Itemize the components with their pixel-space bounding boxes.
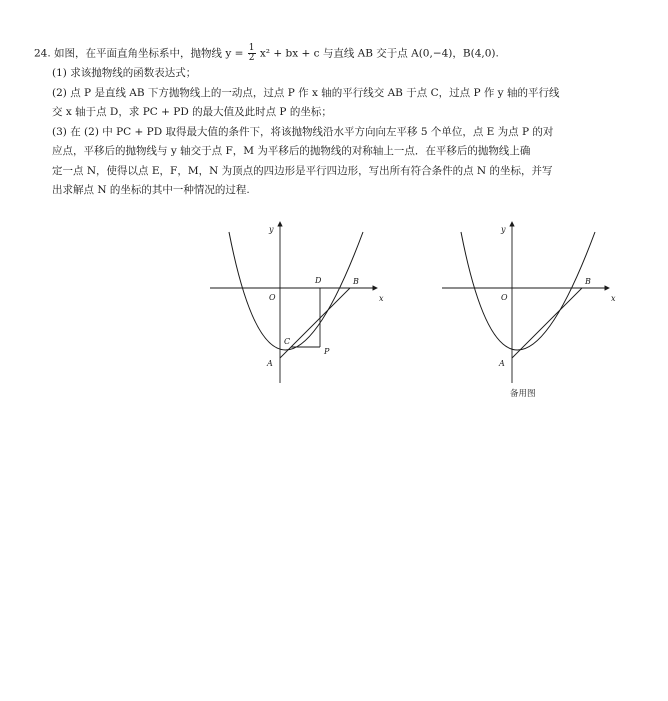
label-d: D <box>315 276 322 285</box>
label-y: y <box>501 225 506 234</box>
label-p: P <box>324 347 330 356</box>
problem-number: 24. <box>34 47 51 60</box>
question-3-line-3: 定一点 N，使得以点 E，F，M，N 为顶点的四边形是平行四边形，写出所有符合条件的点 N 的坐标，并写 <box>52 164 553 177</box>
label-c: C <box>284 337 291 346</box>
spare-figure-caption: 备用图 <box>510 389 536 399</box>
label-o: O <box>501 293 508 302</box>
line-ab <box>280 288 350 358</box>
label-x: x <box>379 294 384 303</box>
parabola <box>461 232 595 350</box>
problem-intro <box>34 44 634 64</box>
line-ab <box>512 288 582 358</box>
problem-text <box>34 44 634 201</box>
label-b: B <box>353 277 359 286</box>
label-y: y <box>269 225 274 234</box>
intro-part-a: 如图，在平面直角坐标系中，抛物线 y = <box>54 47 244 60</box>
question-3-line-4: 出求解点 N 的坐标的其中一种情况的过程. <box>52 184 250 196</box>
label-b: B <box>585 277 591 286</box>
fraction-one-half <box>248 44 256 63</box>
question-2-line-2: 交 x 轴于点 D，求 PC + PD 的最大值及此时点 P 的坐标； <box>52 106 332 118</box>
question-3-line-2: 应点，平移后的抛物线与 y 轴交于点 F，M 为平移后的抛物线的对称轴上一点．在平移后的抛物线上确 <box>52 145 531 157</box>
question-1: (1) 求该抛物线的函数表达式； <box>52 67 197 79</box>
figure-main <box>205 218 400 388</box>
intro-part-b: x² + bx + c 与直线 AB 交于点 A(0,−4)，B(4,0). <box>259 47 499 60</box>
label-x: x <box>611 294 616 303</box>
label-a: A <box>499 359 505 368</box>
question-3-line-1: (3) 在 (2) 中 PC + PD 取得最大值的条件下，将该抛物线沿水平方向向左平移 5 个单位，点 E 为点 P 的对 <box>52 125 554 138</box>
label-o: O <box>269 293 276 302</box>
figure-spare <box>437 218 632 388</box>
fraction-numerator: 1 <box>248 43 255 53</box>
fraction-denominator: 2 <box>248 53 255 63</box>
parabola <box>229 232 363 350</box>
label-a: A <box>267 359 273 368</box>
question-2-line-1: (2) 点 P 是直线 AB 下方抛物线上的一动点，过点 P 作 x 轴的平行线交 AB 于点 C，过点 P 作 y 轴的平行线 <box>52 86 560 99</box>
